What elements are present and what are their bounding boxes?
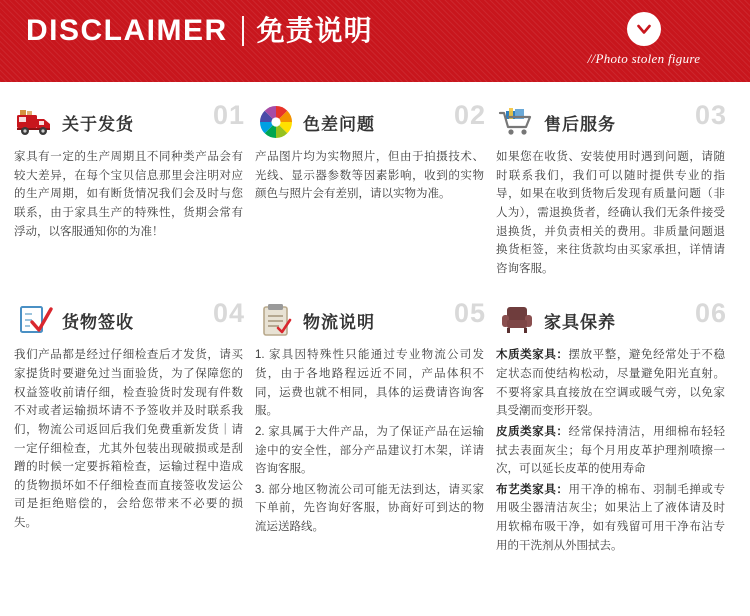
card-body <box>255 148 488 204</box>
checklist-icon <box>14 299 56 341</box>
page-title-cn: 免责说明 <box>256 15 373 46</box>
maintenance-label: 皮质类家具： <box>496 425 569 438</box>
card-body <box>14 148 247 241</box>
card-body <box>255 346 488 536</box>
maintenance-text: 经常保持清洁，用细棉布轻轻拭去表面灰尘；每个月用皮革护理剂喷擦一次，可以延长皮革的使用寿命 <box>496 425 725 476</box>
maintenance-text: 摆放平整，避免经常处于不稳定状态而使结构松动，尽量避免阳光直射。不要将家具直接放在空调或暖气旁，以免家具受潮而变形开裂。 <box>496 349 725 418</box>
card-furniture-care <box>496 294 729 557</box>
card-number: 04 <box>212 298 245 329</box>
card-about-shipping <box>14 96 247 280</box>
card-paragraph: 2. 家具属于大件产品，为了保证产品在运输途中的安全性，部分产品建议打木架，详请咨询客服。 <box>255 425 484 476</box>
color-wheel-icon <box>255 101 297 143</box>
maintenance-item <box>496 423 725 479</box>
shopping-cart-icon <box>496 101 538 143</box>
maintenance-item <box>496 481 725 556</box>
maintenance-text: 用干净的棉布、羽制毛掸或专用吸尘器清洁灰尘；如果沾上了液体请及时用软棉布吸干净，如有残留可用干净布沾专用的干洗剂从外围拭去。 <box>496 483 725 552</box>
card-header <box>255 96 488 148</box>
card-after-sales <box>496 96 729 280</box>
card-paragraph: 我们产品都是经过仔细检查后才发货，请买家提货时要避免过当面验货，为了保障您的权益签收前请仔细，检查验货时发现有件数不对或者运输损坏请不予签收并及时联系我们，物流公司返回后我们免费重新发货｜请一定仔细检查，尤其外包装出现破损或是刮蹭的时候一定要拆箱检查，运输过程中造成的货物损坏如不仔细检查而直接签收发运公司是拒绝赔偿的，会给您带来不必要的损失。 <box>14 349 243 529</box>
card-paragraph: 如果您在收货、安装使用时遇到问题，请随时联系我们，我们可以随时提供专业的指导，如果在收到货物后发现有质量问题（非人为），需退换货者，经确认我们无条件接受退换货，并负责相关的费用。非质量问题退换货柜签，来往货款均由买家承担，详情请咨询客服。 <box>496 151 725 275</box>
card-paragraph: 3. 部分地区物流公司可能无法到达，请买家下单前，先咨询好客服，协商好可到达的物流运送路线。 <box>255 483 484 533</box>
maintenance-label: 木质类家具： <box>496 349 569 362</box>
card-header <box>496 294 729 346</box>
header-note: //Photo stolen figure <box>587 51 701 66</box>
card-header <box>14 96 247 148</box>
card-body <box>496 346 729 555</box>
card-color-difference <box>255 96 488 280</box>
header-title-group <box>26 16 373 46</box>
maintenance-item <box>496 346 725 421</box>
maintenance-label: 布艺类家具： <box>496 483 569 496</box>
armchair-icon <box>496 299 538 341</box>
header-note-group <box>554 12 734 67</box>
page-header <box>0 0 750 82</box>
chevron-down-icon <box>627 12 661 46</box>
card-logistics <box>255 294 488 557</box>
card-paragraph: 1. 家具因特殊性只能通过专业物流公司发货，由于各地路程远近不同，产品体积不同，运费也就不相同，具体的运费请咨询客服。 <box>255 349 484 418</box>
card-header <box>255 294 488 346</box>
clipboard-icon <box>255 299 297 341</box>
card-number: 05 <box>453 298 486 329</box>
page-title-en: DISCLAIMER <box>26 14 228 47</box>
card-header <box>14 294 247 346</box>
card-title: 关于发货 <box>62 114 134 134</box>
card-goods-receipt <box>14 294 247 557</box>
card-title: 货物签收 <box>62 312 134 332</box>
card-title: 家具保养 <box>544 312 616 332</box>
disclaimer-grid <box>0 82 750 557</box>
card-number: 03 <box>694 100 727 130</box>
card-number: 01 <box>212 100 245 130</box>
delivery-truck-icon <box>14 101 56 143</box>
card-paragraph: 家具有一定的生产周期且不同种类产品会有较大差异，在每个宝贝信息那里会注明对应的生产周期，如有断货情况我们会及时与您联系，由于家具生产的特殊性，货期会常有浮动，以客服通知你的为准！ <box>14 151 243 238</box>
header-divider <box>242 16 244 46</box>
card-title: 售后服务 <box>544 114 616 134</box>
card-number: 06 <box>694 298 727 329</box>
card-header <box>496 96 729 148</box>
card-body <box>496 148 729 278</box>
card-title: 物流说明 <box>303 312 375 332</box>
card-number: 02 <box>453 100 486 130</box>
card-title: 色差问题 <box>303 114 375 134</box>
card-paragraph: 产品图片均为实物照片，但由于拍摄技术、光线、显示器参数等因素影响，收到的实物颜色与照片会有差别，请以实物为准。 <box>255 151 484 201</box>
card-body <box>14 346 247 532</box>
